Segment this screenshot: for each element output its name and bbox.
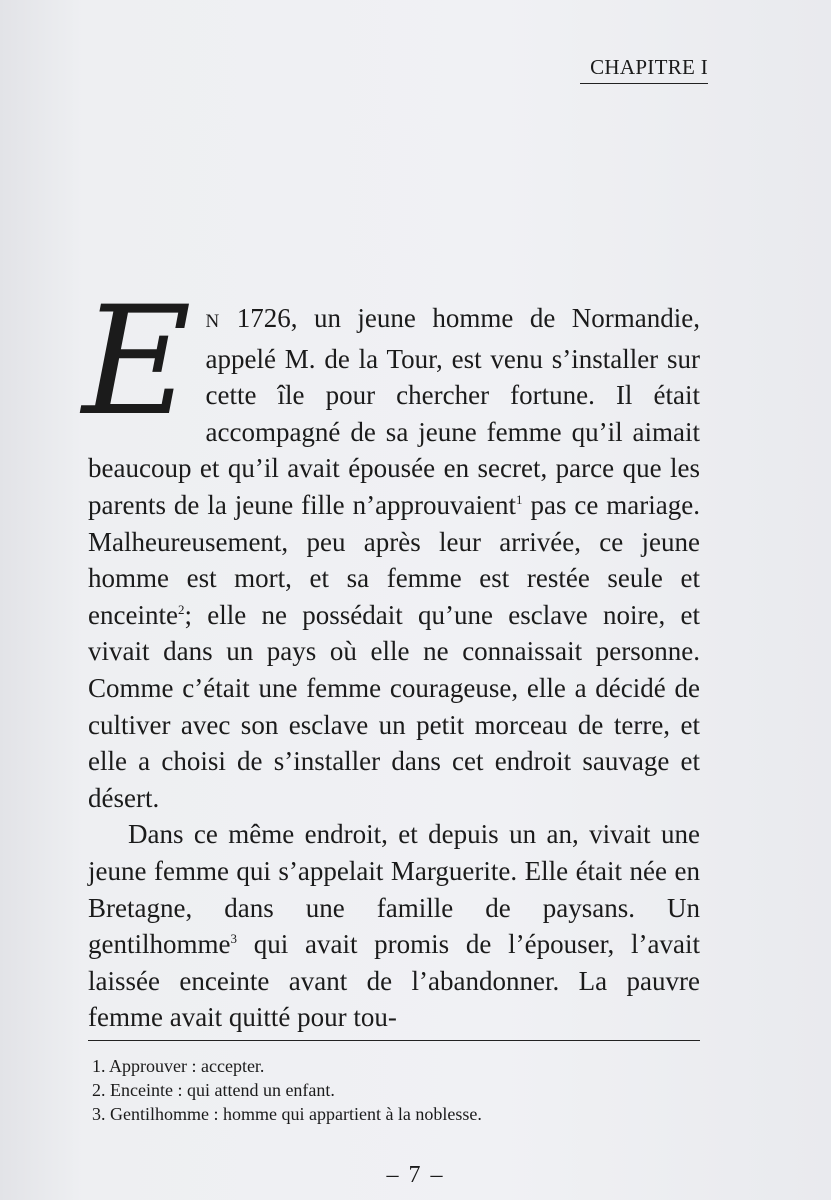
drop-cap: E	[82, 275, 192, 449]
footnote-divider	[88, 1040, 700, 1041]
footnote-ref-2: 2	[177, 601, 185, 617]
footnote-2: 2. Enceinte : qui attend un enfant.	[92, 1080, 335, 1100]
footnote-3: 3. Gentilhomme : homme qui appartient à la noblesse.	[92, 1104, 482, 1124]
paragraph-1-text-c: ; elle ne possédait qu’une esclave noire, et vivait dans un pays où elle ne connaissait personne. Comme c’était une femme courageuse, elle a décidé de cultiver avec son esclave un petit morceau de terre, et elle a choisi de s’installer dans cet endroit sauvage et désert.	[88, 599, 700, 813]
chapter-header: CHAPITRE I	[580, 55, 708, 84]
main-text	[82, 275, 701, 1036]
small-caps-letter: N	[205, 311, 221, 332]
paragraph-1-text-b: pas ce mariage. Malheureusement, peu après leur arrivée, ce jeune homme est mort, et sa femme est restée seule et enceinte	[88, 489, 701, 630]
paragraph-1-text-a: 1726, un jeune homme de Normandie, appelé M. de la Tour, est venu s’installer sur cette île pour chercher fortune. Il était accompagné de sa jeune femme qu’il aimait beaucoup et qu’il avait épousée en secret, parce que les parents de la jeune fille n’approuvaient	[88, 303, 700, 520]
footnote-ref-1: 1	[516, 491, 523, 507]
page-number: – 7 –	[386, 1162, 445, 1188]
paragraph-2-text-b: qui avait promis de l’épouser, l’avait laissée enceinte avant de l’abandonner. La pauvre femme avait quitté pour tou-	[88, 929, 700, 1033]
paragraph-2-text-a: Dans ce même endroit, et depuis un an, vivait une jeune femme qui s’appelait Marguerite. Elle était née en Bretagne, dans une famille de paysans. Un gentilhomme	[88, 819, 700, 960]
footnote-ref-3: 3	[230, 931, 237, 947]
footnote-1: 1. Approuver : accepter.	[92, 1056, 265, 1076]
paragraph-1	[82, 275, 701, 816]
paragraph-2	[88, 816, 700, 1036]
footnotes	[92, 1054, 704, 1126]
